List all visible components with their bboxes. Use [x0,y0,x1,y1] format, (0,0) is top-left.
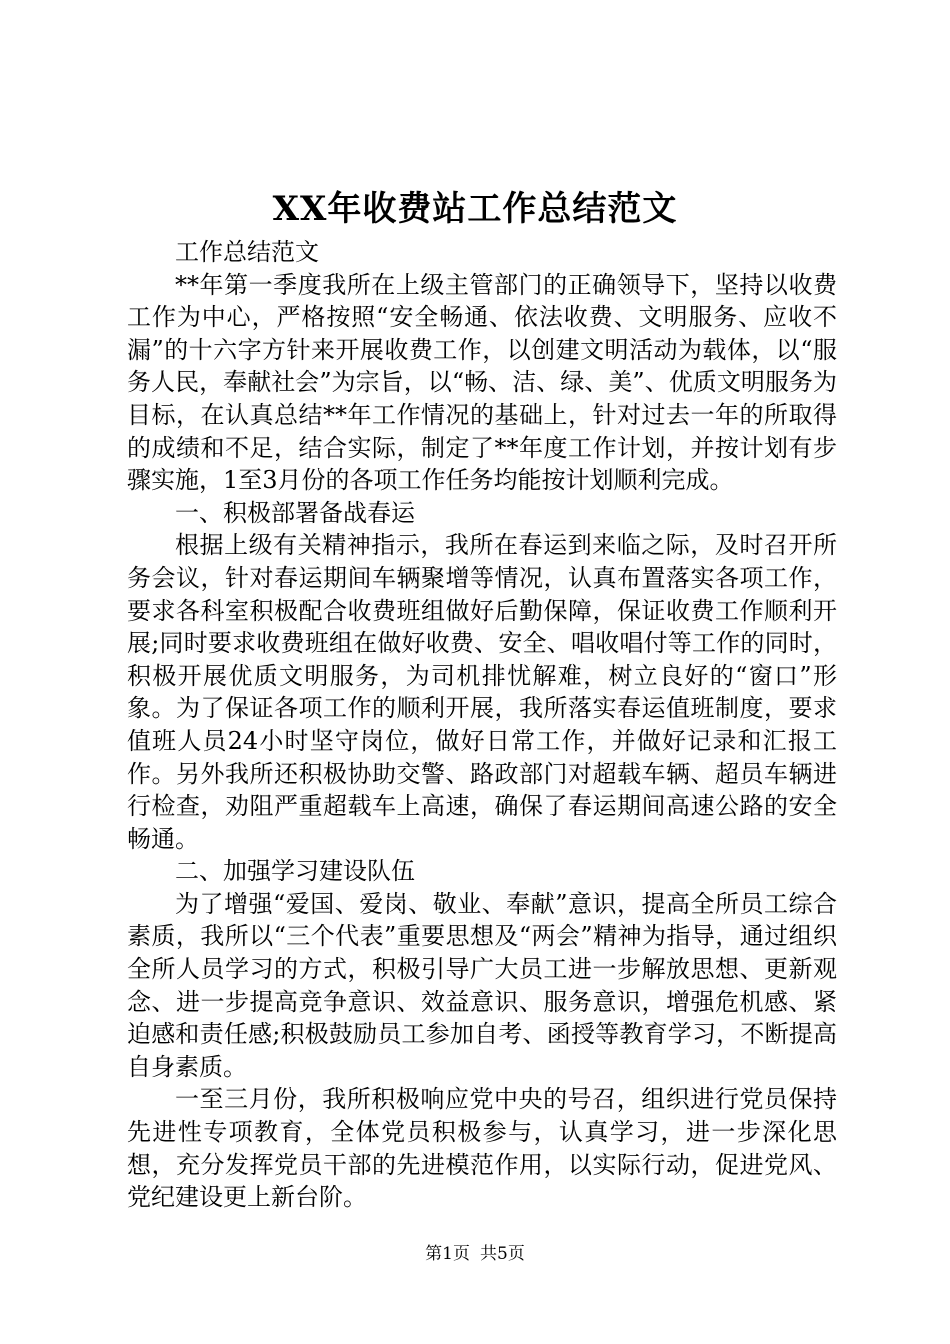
page-number: 第1页 [425,1244,470,1264]
intro-paragraph: **年第一季度我所在上级主管部门的正确领导下，坚持以收费工作为中心，严格按照“安全畅通、依法收费、文明服务、应收不漏”的十六字方针来开展收费工作，以创建文明活动为载体，以“服务人民，奉献社会”为宗旨，以“畅、洁、绿、美”、优质文明服务为目标，在认真总结**年工作情况的基础上，针对过去一年的所取得的成绩和不足，结合实际，制定了**年度工作计划，并按计划有步骤实施，1至3月份的各项工作任务均能按计划顺利完成。 [127,270,837,495]
section-2-paragraph-1: 为了增强“爱国、爱岗、敬业、奉献”意识，提高全所员工综合素质，我所以“三个代表”重要思想及“两会”精神为指导，通过组织全所人员学习的方式，积极引导广大员工进一步解放思想、更新观念、进一步提高竞争意识、效益意识、服务意识，增强危机感、紧迫感和责任感;积极鼓励员工参加自考、函授等教育学习，不断提高自身素质。 [127,889,837,1081]
section-2-paragraph-2: 一至三月份，我所积极响应党中央的号召，组织进行党员保持先进性专项教育，全体党员积极参与，认真学习，进一步深化思想，充分发挥党员干部的先进模范作用，以实际行动，促进党风、党纪建设更上新台阶。 [127,1085,837,1212]
page-total: 共5页 [480,1244,525,1264]
document-title: XX年收费站工作总结范文 [272,189,678,229]
subtitle-paragraph: 工作总结范文 [175,238,319,266]
page-footer [0,1242,950,1266]
section-1-paragraph: 根据上级有关精神指示，我所在春运到来临之际，及时召开所务会议，针对春运期间车辆聚增等情况，认真布置落实各项工作，要求各科室积极配合收费班组做好后勤保障，保证收费工作顺利开展;同时要求收费班组在做好收费、安全、唱收唱付等工作的同时，积极开展优质文明服务，为司机排忧解难，树立良好的“窗口”形象。为了保证各项工作的顺利开展，我所落实春运值班制度，要求值班人员24小时坚守岗位，做好日常工作，并做好记录和汇报工作。另外我所还积极协助交警、路政部门对超载车辆、超员车辆进行检查，劝阻严重超载车上高速，确保了春运期间高速公路的安全畅通。 [127,531,837,853]
document-body [127,236,837,1214]
section-heading-1: 一、积极部署备战春运 [175,498,415,527]
section-heading-2: 二、加强学习建设队伍 [175,857,415,886]
